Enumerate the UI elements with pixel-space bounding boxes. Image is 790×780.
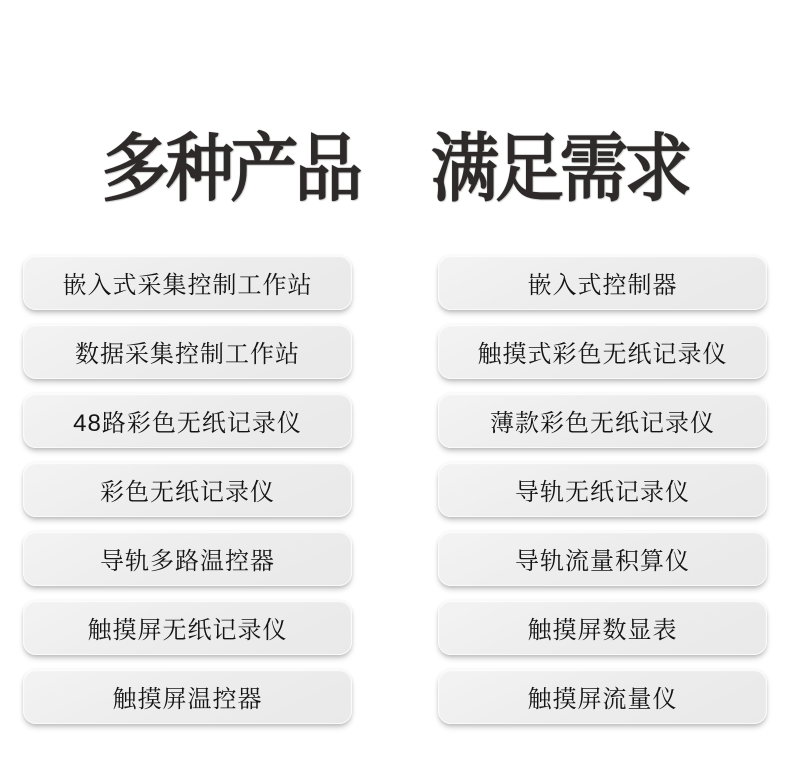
- product-button-touchscreen-flow-meter[interactable]: 触摸屏流量仪: [438, 669, 767, 724]
- product-button-touchscreen-paperless-recorder[interactable]: 触摸屏无纸记录仪: [23, 600, 352, 655]
- product-button-din-rail-multichannel-temperature-controller[interactable]: 导轨多路温控器: [23, 531, 352, 586]
- page-title-part-2: 满足需求: [430, 127, 689, 210]
- product-button-touch-color-paperless-recorder[interactable]: 触摸式彩色无纸记录仪: [438, 324, 767, 379]
- product-button-din-rail-flow-totalizer[interactable]: 导轨流量积算仪: [438, 531, 767, 586]
- product-button-embedded-controller[interactable]: 嵌入式控制器: [438, 255, 767, 310]
- product-column-right: [438, 255, 767, 724]
- product-button-48ch-color-paperless-recorder[interactable]: 48路彩色无纸记录仪: [23, 393, 352, 448]
- product-button-data-acquisition-control-workstation[interactable]: 数据采集控制工作站: [23, 324, 352, 379]
- product-button-color-paperless-recorder[interactable]: 彩色无纸记录仪: [23, 462, 352, 517]
- product-grid: [23, 255, 767, 724]
- product-column-left: [23, 255, 352, 724]
- page-title: [32, 126, 759, 212]
- product-button-touchscreen-digital-display-meter[interactable]: 触摸屏数显表: [438, 600, 767, 655]
- product-button-embedded-acquisition-control-workstation[interactable]: 嵌入式采集控制工作站: [23, 255, 352, 310]
- product-button-din-rail-paperless-recorder[interactable]: 导轨无纸记录仪: [438, 462, 767, 517]
- product-button-slim-color-paperless-recorder[interactable]: 薄款彩色无纸记录仪: [438, 393, 767, 448]
- product-button-touchscreen-temperature-controller[interactable]: 触摸屏温控器: [23, 669, 352, 724]
- page-title-part-1: 多种产品: [101, 127, 360, 210]
